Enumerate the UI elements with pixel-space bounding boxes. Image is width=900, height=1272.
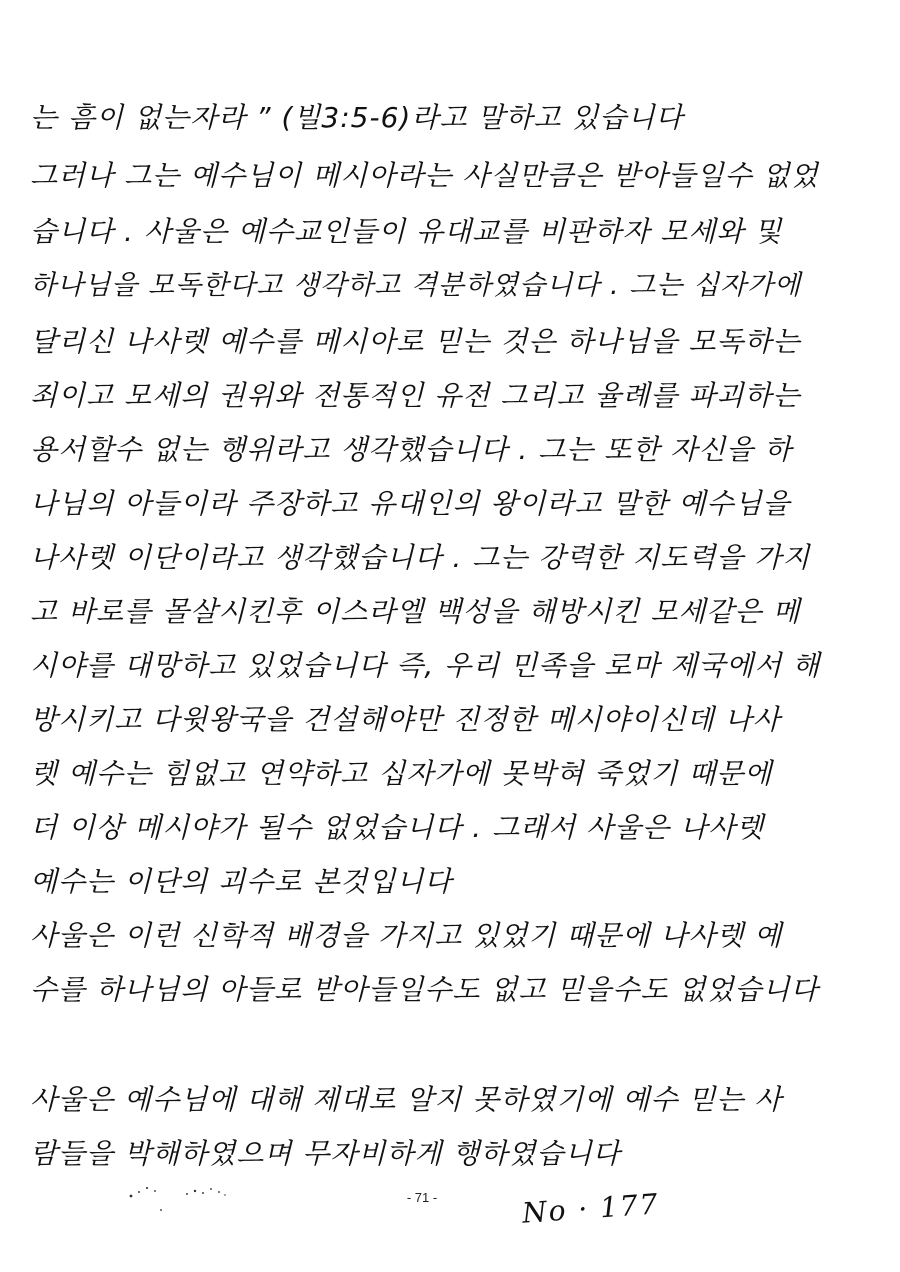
- text-line: 방시키고 다윗왕국을 건설해야만 진정한 메시야이신데 나사: [30, 703, 781, 736]
- page-number: - 71 -: [406, 1190, 438, 1205]
- text-line: 고 바로를 몰살시킨후 이스라엘 백성을 해방시킨 모세같은 메: [30, 595, 801, 628]
- text-line: 시야를 대망하고 있었습니다 즉, 우리 민족을 로마 제국에서 해: [30, 649, 821, 682]
- text-line: 나님의 아들이라 주장하고 유대인의 왕이라고 말한 예수님을: [30, 487, 791, 520]
- handwritten-number-note: No · 177: [521, 1187, 661, 1230]
- text-line: 수를 하나님의 아들로 받아들일수도 없고 믿을수도 없었습니다: [30, 973, 819, 1006]
- text-line: 습니다 . 사울은 예수교인들이 유대교를 비판하자 모세와 및: [30, 215, 783, 248]
- text-line: 그러나 그는 예수님이 메시아라는 사실만큼은 받아들일수 없었: [30, 159, 819, 192]
- text-line: 람들을 박해하였으며 무자비하게 행하였습니다: [30, 1137, 621, 1170]
- text-line: 사울은 이런 신학적 배경을 가지고 있었기 때문에 나사렛 예: [30, 919, 783, 952]
- text-line: 나사렛 이단이라고 생각했습니다 . 그는 강력한 지도력을 가지: [30, 541, 811, 574]
- text-line: 는 흠이 없는자라 ” (빌3:5-6)라고 말하고 있습니다: [30, 101, 684, 134]
- text-line: 용서할수 없는 행위라고 생각했습니다 . 그는 또한 자신을 하: [30, 433, 793, 466]
- text-line: 죄이고 모세의 권위와 전통적인 유전 그리고 율례를 파괴하는: [30, 379, 801, 412]
- text-line: 사울은 예수님에 대해 제대로 알지 못하였기에 예수 믿는 사: [30, 1083, 783, 1116]
- text-line: 예수는 이단의 괴수로 본것입니다: [30, 865, 453, 898]
- text-line: 렛 예수는 힘없고 연약하고 십자가에 못박혀 죽었기 때문에: [30, 757, 773, 790]
- text-line: 달리신 나사렛 예수를 메시아로 믿는 것은 하나님을 모독하는: [30, 325, 801, 358]
- text-line: 더 이상 메시야가 될수 없었습니다 . 그래서 사울은 나사렛: [30, 811, 765, 844]
- scan-speckles: [125, 1182, 235, 1216]
- text-line: 하나님을 모독한다고 생각하고 격분하였습니다 . 그는 십자가에: [30, 270, 802, 301]
